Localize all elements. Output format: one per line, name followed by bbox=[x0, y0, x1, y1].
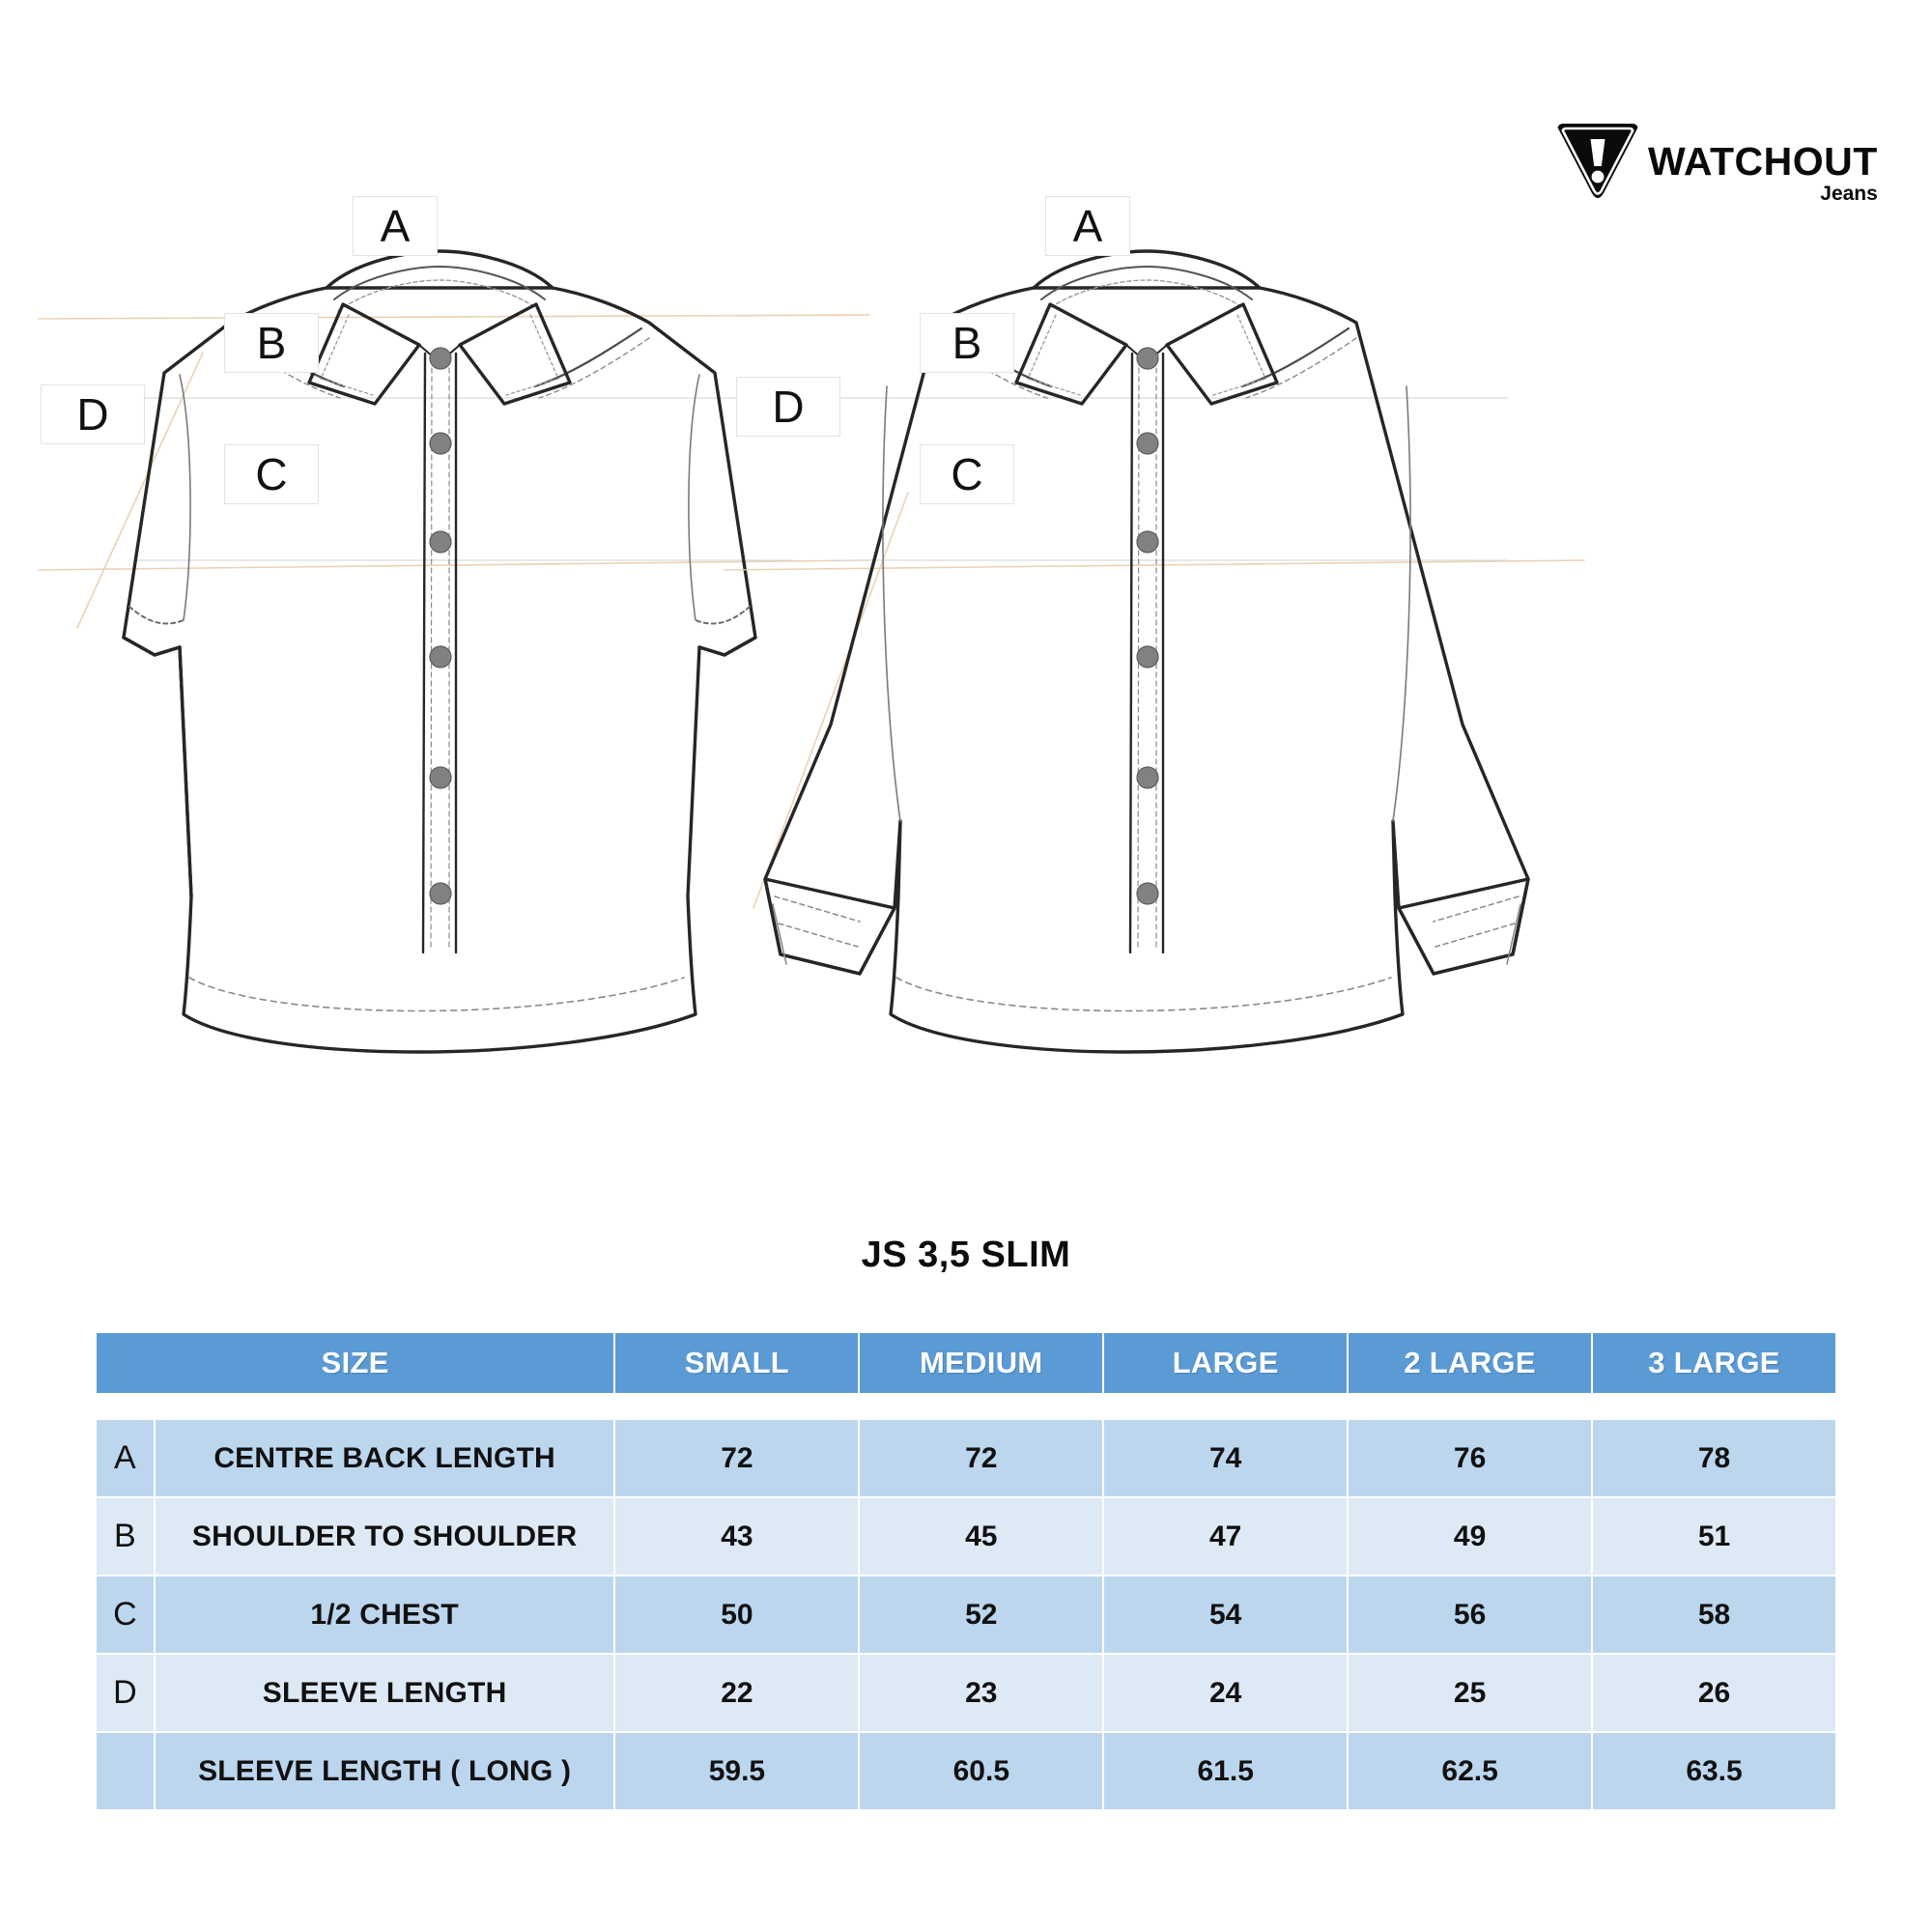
cell-large: 61.5 bbox=[1104, 1733, 1347, 1809]
brand-name: WATCHOUT bbox=[1648, 139, 1878, 184]
table-header-size: SIZE bbox=[97, 1333, 613, 1393]
callout-c-short-sleeve: C bbox=[224, 444, 319, 504]
table-header-medium: MEDIUM bbox=[860, 1333, 1102, 1393]
cell-2-large: 25 bbox=[1349, 1655, 1591, 1731]
cell-medium: 60.5 bbox=[860, 1733, 1102, 1809]
size-chart-table bbox=[95, 1331, 1837, 1811]
cell-small: 59.5 bbox=[615, 1733, 858, 1809]
row-label: SLEEVE LENGTH bbox=[156, 1655, 614, 1731]
row-label: SLEEVE LENGTH ( LONG ) bbox=[156, 1733, 614, 1809]
cell-3-large: 63.5 bbox=[1593, 1733, 1835, 1809]
cell-2-large: 56 bbox=[1349, 1577, 1591, 1653]
shirt-buttons bbox=[1137, 348, 1158, 904]
table-header-small: SMALL bbox=[615, 1333, 858, 1393]
row-label: SHOULDER TO SHOULDER bbox=[156, 1498, 614, 1575]
table-header-large: LARGE bbox=[1104, 1333, 1347, 1393]
cell-2-large: 76 bbox=[1349, 1420, 1591, 1496]
cell-large: 24 bbox=[1104, 1655, 1347, 1731]
cell-medium: 45 bbox=[860, 1498, 1102, 1575]
cell-large: 47 bbox=[1104, 1498, 1347, 1575]
cell-large: 54 bbox=[1104, 1577, 1347, 1653]
table-body bbox=[97, 1420, 1835, 1809]
cell-small: 22 bbox=[615, 1655, 858, 1731]
table-header-3-large: 3 LARGE bbox=[1593, 1333, 1835, 1393]
table-row bbox=[97, 1733, 1835, 1809]
row-letter: D bbox=[97, 1655, 154, 1731]
table-row bbox=[97, 1577, 1835, 1653]
row-letter: B bbox=[97, 1498, 154, 1575]
cell-3-large: 51 bbox=[1593, 1498, 1835, 1575]
long-sleeve-shirt-illustration bbox=[715, 145, 1623, 1188]
row-letter: C bbox=[97, 1577, 154, 1653]
table-header bbox=[97, 1333, 1835, 1418]
cell-2-large: 62.5 bbox=[1349, 1733, 1591, 1809]
cell-medium: 52 bbox=[860, 1577, 1102, 1653]
callout-d-short-sleeve: D bbox=[41, 384, 145, 444]
callout-b-long-sleeve: B bbox=[920, 313, 1014, 373]
cell-2-large: 49 bbox=[1349, 1498, 1591, 1575]
cell-3-large: 58 bbox=[1593, 1577, 1835, 1653]
cell-small: 72 bbox=[615, 1420, 858, 1496]
table-row bbox=[97, 1498, 1835, 1575]
callout-c-long-sleeve: C bbox=[920, 444, 1014, 504]
cell-medium: 23 bbox=[860, 1655, 1102, 1731]
row-label: CENTRE BACK LENGTH bbox=[156, 1420, 614, 1496]
table-row bbox=[97, 1420, 1835, 1496]
table-header-spacer bbox=[97, 1395, 1835, 1418]
brand-wordmark bbox=[1648, 104, 1878, 205]
callout-a-short-sleeve: A bbox=[353, 196, 438, 256]
callout-d-long-sleeve: D bbox=[736, 377, 840, 437]
cell-medium: 72 bbox=[860, 1420, 1102, 1496]
cell-small: 43 bbox=[615, 1498, 858, 1575]
cell-3-large: 26 bbox=[1593, 1655, 1835, 1731]
callout-b-short-sleeve: B bbox=[224, 313, 319, 373]
callout-a-long-sleeve: A bbox=[1045, 196, 1130, 256]
brand-tagline: Jeans bbox=[1820, 182, 1878, 205]
page-title: JS 3,5 SLIM bbox=[861, 1235, 1071, 1275]
shirt-buttons bbox=[430, 348, 451, 904]
row-label: 1/2 CHEST bbox=[156, 1577, 614, 1653]
cell-large: 74 bbox=[1104, 1420, 1347, 1496]
table-header-row bbox=[97, 1333, 1835, 1393]
cell-small: 50 bbox=[615, 1577, 858, 1653]
table-header-2-large: 2 LARGE bbox=[1349, 1333, 1591, 1393]
row-letter bbox=[97, 1733, 154, 1809]
cell-3-large: 78 bbox=[1593, 1420, 1835, 1496]
table-row bbox=[97, 1655, 1835, 1731]
row-letter: A bbox=[97, 1420, 154, 1496]
